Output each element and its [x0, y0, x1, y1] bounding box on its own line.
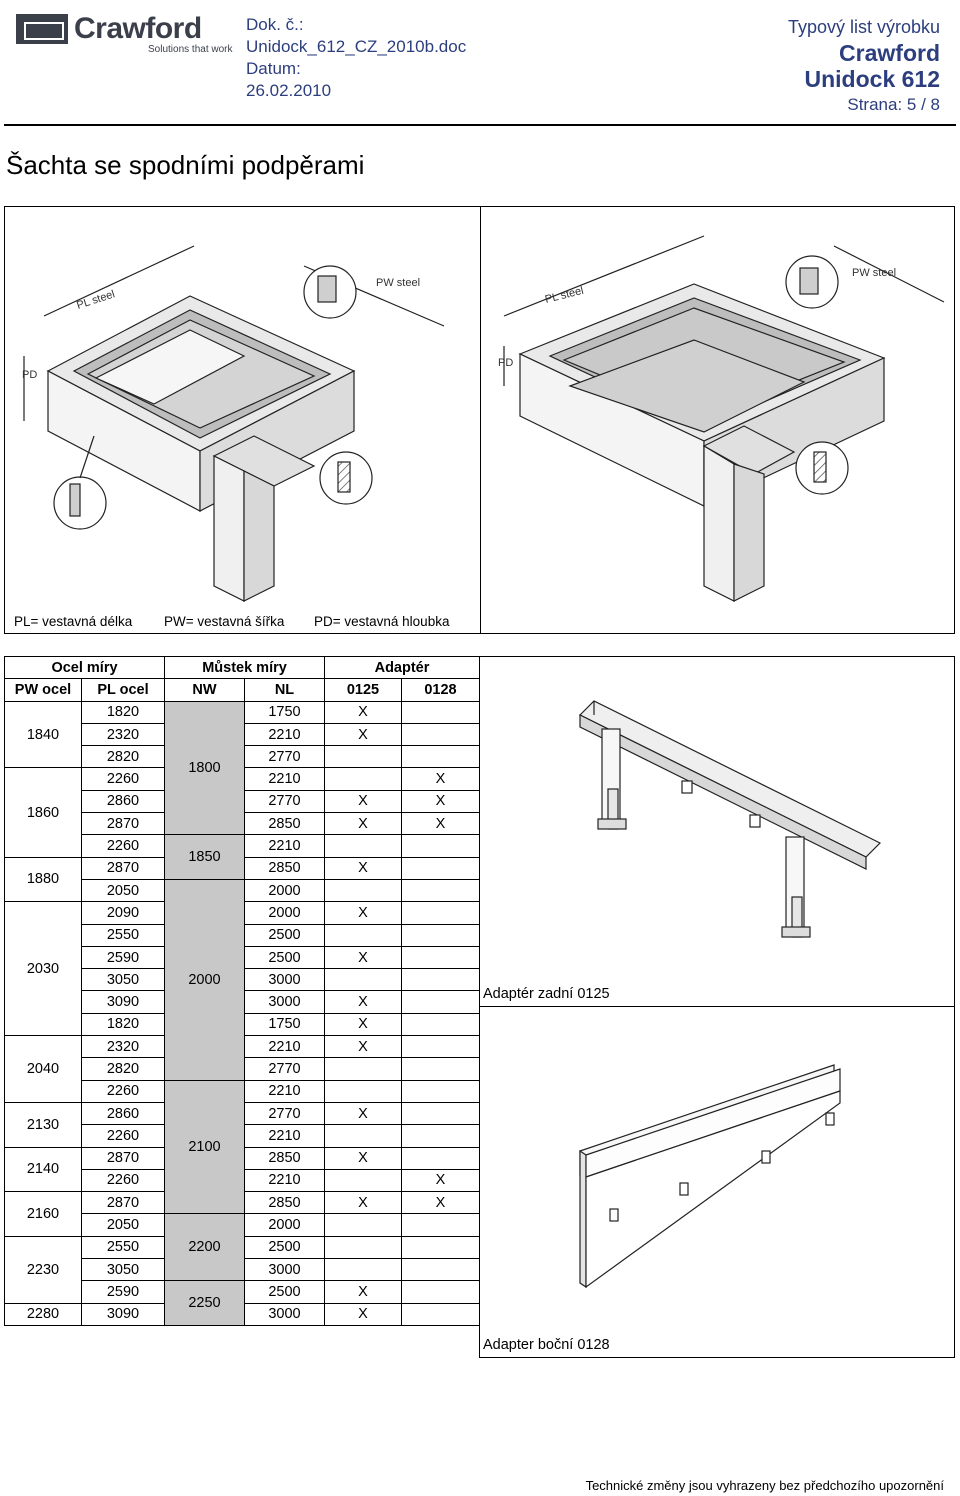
adapter-0128-cell: [402, 746, 480, 768]
product-info: [788, 14, 940, 118]
adapter-0125-cell: X: [325, 701, 402, 723]
adapter-0128-cell: [402, 1058, 480, 1080]
nw-cell: 2100: [165, 1080, 245, 1214]
adapter-0128-cell: [402, 1259, 480, 1281]
logo-name: Crawford: [74, 12, 202, 45]
logo-slogan: Solutions that work: [148, 44, 233, 55]
adapter-0125-cell: [325, 1214, 402, 1236]
nl-cell: 2850: [245, 813, 325, 835]
adapter-0128-cell: X: [402, 1192, 480, 1214]
adapter-0125-cell: X: [325, 1147, 402, 1169]
nl-cell: 2850: [245, 1147, 325, 1169]
nl-cell: 2500: [245, 1236, 325, 1258]
nl-cell: 3000: [245, 991, 325, 1013]
nl-cell: 1750: [245, 701, 325, 723]
adapter-0128-cell: [402, 835, 480, 857]
adapter-0125-cell: X: [325, 946, 402, 968]
pl-cell: 2050: [82, 1214, 165, 1236]
col-pw: PW ocel: [5, 679, 82, 701]
date-value: 26.02.2010: [246, 81, 332, 100]
crawford-logo: [16, 14, 238, 58]
doc-info: [246, 14, 466, 102]
legend-pw: PW= vestavná šířka: [164, 614, 285, 629]
col-pl: PL ocel: [82, 679, 165, 701]
adapter-0125-cell: [325, 1169, 402, 1191]
adapter-0125-cell: [325, 1058, 402, 1080]
adapter-0125-cell: X: [325, 1036, 402, 1058]
pl-cell: 2590: [82, 1281, 165, 1303]
right-pw-label: PW steel: [852, 267, 897, 279]
pl-cell: 2550: [82, 924, 165, 946]
pl-cell: 2260: [82, 835, 165, 857]
adapter-0125-cell: X: [325, 790, 402, 812]
adapter-0128-cell: [402, 1236, 480, 1258]
pl-cell: 2090: [82, 902, 165, 924]
pit-drawings: [4, 206, 955, 606]
pl-cell: 2320: [82, 723, 165, 745]
pl-cell: 2260: [82, 768, 165, 790]
adapter-0128-cell: [402, 1147, 480, 1169]
legend-pl: PL= vestavná délka: [14, 614, 133, 629]
adapter-0125-cell: X: [325, 1281, 402, 1303]
right-pd-label: PD: [498, 357, 514, 369]
nw-cell: 2000: [165, 879, 245, 1080]
pl-cell: 1820: [82, 1013, 165, 1035]
nl-cell: 2000: [245, 902, 325, 924]
pw-cell: 2160: [5, 1192, 82, 1237]
pl-cell: 2260: [82, 1125, 165, 1147]
rear-adapter-drawing: [580, 701, 880, 937]
left-pd-label: PD: [22, 369, 38, 381]
nl-cell: 2500: [245, 946, 325, 968]
logo-mark-icon: [16, 14, 68, 44]
adapter-0128-cell: [402, 946, 480, 968]
nl-cell: 2770: [245, 1102, 325, 1124]
adapter-0125-cell: X: [325, 1303, 402, 1325]
pl-cell: 2820: [82, 746, 165, 768]
nl-cell: 2000: [245, 1214, 325, 1236]
nl-cell: 3000: [245, 1259, 325, 1281]
dimension-table: [4, 656, 480, 1326]
nl-cell: 2210: [245, 1080, 325, 1102]
side-adapter-caption: Adapter boční 0128: [483, 1337, 610, 1353]
adapter-0128-cell: [402, 1281, 480, 1303]
nl-cell: 2210: [245, 768, 325, 790]
pw-cell: 2030: [5, 902, 82, 1036]
pw-cell: 2140: [5, 1147, 82, 1192]
adapter-0128-cell: [402, 924, 480, 946]
nl-cell: 2850: [245, 1192, 325, 1214]
adapter-0125-cell: X: [325, 857, 402, 879]
nw-cell: 1850: [165, 835, 245, 880]
left-pl-label: PL steel: [75, 288, 117, 312]
adapter-0128-cell: [402, 902, 480, 924]
adapter-0128-cell: [402, 1303, 480, 1325]
adapter-0125-cell: [325, 768, 402, 790]
nl-cell: 2500: [245, 924, 325, 946]
adapter-0128-cell: [402, 1036, 480, 1058]
adapter-0125-cell: [325, 1125, 402, 1147]
pl-cell: 2860: [82, 1102, 165, 1124]
col-0128: 0128: [402, 679, 480, 701]
pw-cell: 1860: [5, 768, 82, 857]
adapter-0128-cell: [402, 1125, 480, 1147]
adapter-0128-cell: X: [402, 813, 480, 835]
adapter-0125-cell: X: [325, 902, 402, 924]
pl-cell: 2870: [82, 1192, 165, 1214]
group-header-row: [5, 657, 480, 679]
col-0125: 0125: [325, 679, 402, 701]
pw-cell: 2040: [5, 1036, 82, 1103]
pl-cell: 3090: [82, 1303, 165, 1325]
page-title: Šachta se spodními podpěrami: [6, 150, 365, 180]
pl-cell: 2320: [82, 1036, 165, 1058]
nl-cell: 2770: [245, 1058, 325, 1080]
pw-cell: 1880: [5, 857, 82, 902]
adapter-0125-cell: [325, 1259, 402, 1281]
nl-cell: 3000: [245, 1303, 325, 1325]
date-label: Datum:: [246, 59, 301, 78]
adapter-drawings: [480, 657, 954, 1357]
pl-cell: 2260: [82, 1169, 165, 1191]
adapter-0128-cell: X: [402, 768, 480, 790]
right-pl-label: PL steel: [543, 284, 585, 306]
pl-cell: 2870: [82, 857, 165, 879]
adapter-0128-cell: [402, 991, 480, 1013]
adapter-0128-cell: [402, 1102, 480, 1124]
nl-cell: 2000: [245, 879, 325, 901]
side-adapter-drawing: [580, 1065, 840, 1287]
adapter-0125-cell: X: [325, 991, 402, 1013]
pl-cell: 2050: [82, 879, 165, 901]
header-divider: [4, 124, 956, 126]
doc-value: Unidock_612_CZ_2010b.doc: [246, 37, 467, 56]
adapter-0125-cell: [325, 879, 402, 901]
table-row: [5, 701, 480, 723]
adapter-0128-cell: [402, 1013, 480, 1035]
nw-cell: 1800: [165, 701, 245, 835]
pl-cell: 2550: [82, 1236, 165, 1258]
pl-cell: 2870: [82, 1147, 165, 1169]
adapter-0128-cell: [402, 701, 480, 723]
pw-cell: 1840: [5, 701, 82, 768]
pl-cell: 3090: [82, 991, 165, 1013]
adapter-0125-cell: X: [325, 813, 402, 835]
nl-cell: 2210: [245, 1169, 325, 1191]
adapter-0125-cell: [325, 746, 402, 768]
group-header-adapter: Adaptér: [325, 657, 480, 679]
adapter-0128-cell: [402, 1080, 480, 1102]
nl-cell: 2210: [245, 723, 325, 745]
nl-cell: 2210: [245, 1036, 325, 1058]
adapter-0128-cell: [402, 969, 480, 991]
adapter-0128-cell: X: [402, 1169, 480, 1191]
brand-name: Crawford: [839, 40, 940, 66]
pl-cell: 1820: [82, 701, 165, 723]
left-pw-label: PW steel: [376, 277, 421, 289]
legend-pd: PD= vestavná hloubka: [314, 614, 450, 629]
pl-cell: 2820: [82, 1058, 165, 1080]
adapter-0125-cell: [325, 1236, 402, 1258]
pw-cell: 2130: [5, 1102, 82, 1147]
nl-cell: 2770: [245, 790, 325, 812]
nl-cell: 3000: [245, 969, 325, 991]
adapter-0128-cell: [402, 879, 480, 901]
adapter-0128-cell: [402, 857, 480, 879]
doc-label: Dok. č.:: [246, 15, 304, 34]
nl-cell: 1750: [245, 1013, 325, 1035]
adapter-0128-cell: [402, 1214, 480, 1236]
pw-cell: 2230: [5, 1236, 82, 1303]
pw-cell: 2280: [5, 1303, 82, 1325]
pl-cell: 2860: [82, 790, 165, 812]
adapter-0125-cell: [325, 1080, 402, 1102]
pl-cell: 3050: [82, 1259, 165, 1281]
footer-note: Technické změny jsou vyhrazeny bez předchozího upozornění: [585, 1478, 944, 1493]
nl-cell: 2210: [245, 835, 325, 857]
nl-cell: 2850: [245, 857, 325, 879]
pl-cell: 2260: [82, 1080, 165, 1102]
adapter-0125-cell: X: [325, 1013, 402, 1035]
pl-cell: 2590: [82, 946, 165, 968]
pl-cell: 3050: [82, 969, 165, 991]
adapter-0128-cell: [402, 723, 480, 745]
nl-cell: 2500: [245, 1281, 325, 1303]
rear-adapter-caption: Adaptér zadní 0125: [483, 986, 610, 1002]
page-number: Strana: 5 / 8: [847, 95, 940, 114]
nl-cell: 2770: [245, 746, 325, 768]
group-header-bridge: Můstek míry: [165, 657, 325, 679]
group-header-steel: Ocel míry: [5, 657, 165, 679]
adapter-0125-cell: [325, 969, 402, 991]
nw-cell: 2250: [165, 1281, 245, 1326]
adapter-0128-cell: X: [402, 790, 480, 812]
nl-cell: 2210: [245, 1125, 325, 1147]
adapter-0125-cell: [325, 924, 402, 946]
pl-cell: 2870: [82, 813, 165, 835]
column-header-row: [5, 679, 480, 701]
adapter-0125-cell: X: [325, 1102, 402, 1124]
adapter-0125-cell: X: [325, 723, 402, 745]
nw-cell: 2200: [165, 1214, 245, 1281]
col-nw: NW: [165, 679, 245, 701]
product-name: Unidock 612: [804, 66, 940, 92]
adapter-0125-cell: X: [325, 1192, 402, 1214]
adapter-0125-cell: [325, 835, 402, 857]
col-nl: NL: [245, 679, 325, 701]
sheet-type: Typový list výrobku: [787, 17, 940, 37]
